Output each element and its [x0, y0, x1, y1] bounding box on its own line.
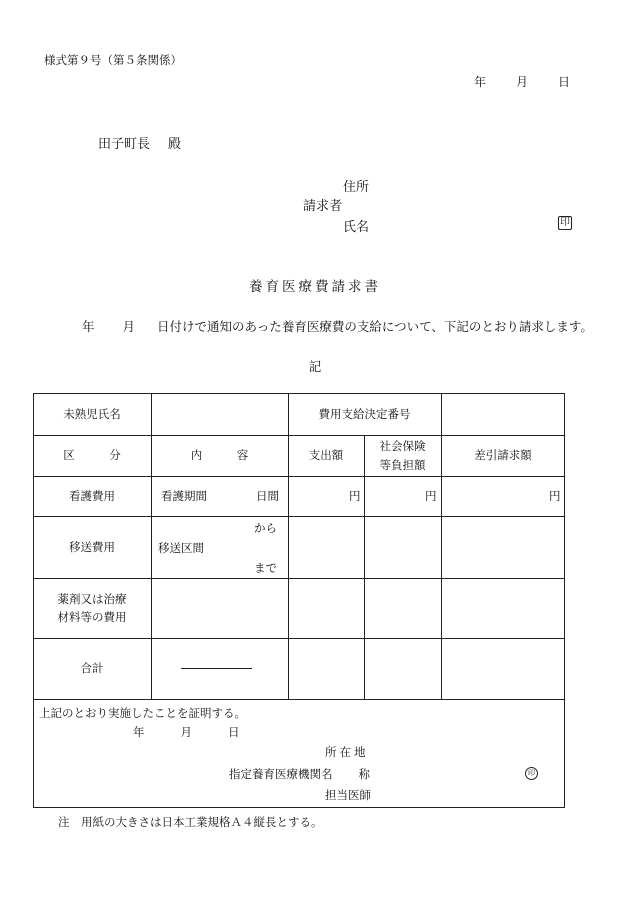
header-payment: 支出額 [308, 448, 344, 463]
header-category: 区 分 [63, 448, 121, 463]
drug-label-line1: 薬剤又は治療 [57, 591, 127, 606]
header-insurance-line2: 等負担額 [379, 457, 426, 472]
addressee [98, 133, 181, 152]
row-line [33, 699, 565, 700]
date-day-label: 日 [558, 75, 571, 89]
seal-label: 印 [560, 217, 570, 228]
header-deducted: 差引請求額 [474, 448, 532, 463]
addressee-name: 田子町長 [98, 137, 151, 152]
drug-label-line2: 材料等の費用 [57, 610, 127, 624]
insurance-yen-unit: 円 [425, 489, 437, 503]
requester-label: 請求者 [303, 199, 343, 214]
institution-name-suffix: 称 [358, 767, 370, 781]
decision-number-label: 費用支給決定番号 [318, 406, 411, 421]
nursing-cost-label: 看護費用 [69, 488, 115, 503]
transport-section-label: 移送区間 [158, 541, 204, 555]
intro-year: 年 [82, 319, 95, 334]
header-content: 内 容 [190, 448, 249, 463]
ki-label: 記 [308, 359, 322, 374]
total-content-dash [181, 668, 252, 669]
institution-seal [525, 767, 538, 780]
transport-cost-label: 移送費用 [69, 539, 115, 554]
institution-seal-mark: 印 [525, 767, 538, 780]
date-year-label: 年 [474, 75, 487, 89]
addressee-honorific: 殿 [168, 137, 182, 152]
infant-name-label: 未熟児氏名 [63, 406, 121, 421]
request-date [474, 73, 570, 90]
form-reference: 様式第９号（第５条関係） [44, 53, 182, 67]
payment-yen-unit: 円 [349, 489, 361, 503]
location-label: 所在地 [325, 745, 369, 759]
document-title: 養育医療費請求書 [249, 279, 381, 295]
cert-month: 月 [180, 725, 192, 739]
header-insurance-line1: 社会保険 [379, 439, 426, 454]
decision-number-value[interactable] [441, 393, 565, 435]
address-label: 住所 [343, 180, 370, 195]
name-label: 氏名 [343, 220, 370, 235]
intro-text: 日付けで通知のあった養育医療費の支給について、下記のとおり請求します。 [157, 319, 593, 334]
nursing-period-label: 看護期間 [161, 489, 207, 503]
paper-size-note: 注 用紙の大きさは日本工業規格Ａ４縦長とする。 [58, 815, 323, 829]
seal-mark [558, 214, 572, 230]
deducted-yen-unit: 円 [549, 489, 561, 503]
drug-material-cost-label [33, 578, 151, 638]
transport-to-label: まで [254, 561, 277, 575]
doctor-label: 担当医師 [325, 788, 371, 802]
cert-year: 年 [133, 725, 145, 739]
header-insurance [364, 435, 441, 476]
nursing-days-unit: 日間 [256, 489, 279, 503]
institution-name-label [229, 766, 370, 782]
total-label: 合計 [80, 661, 104, 676]
certification-statement: 上記のとおり実施したことを証明する。 [39, 706, 246, 720]
certification-date [133, 724, 240, 740]
infant-name-value[interactable] [151, 393, 288, 435]
cert-day: 日 [228, 725, 240, 739]
transport-from-label: から [254, 521, 277, 535]
institution-label: 指定養育医療機関名 [229, 767, 333, 781]
date-month-label: 月 [516, 75, 529, 89]
intro-sentence [82, 317, 593, 335]
intro-month: 月 [122, 319, 136, 334]
